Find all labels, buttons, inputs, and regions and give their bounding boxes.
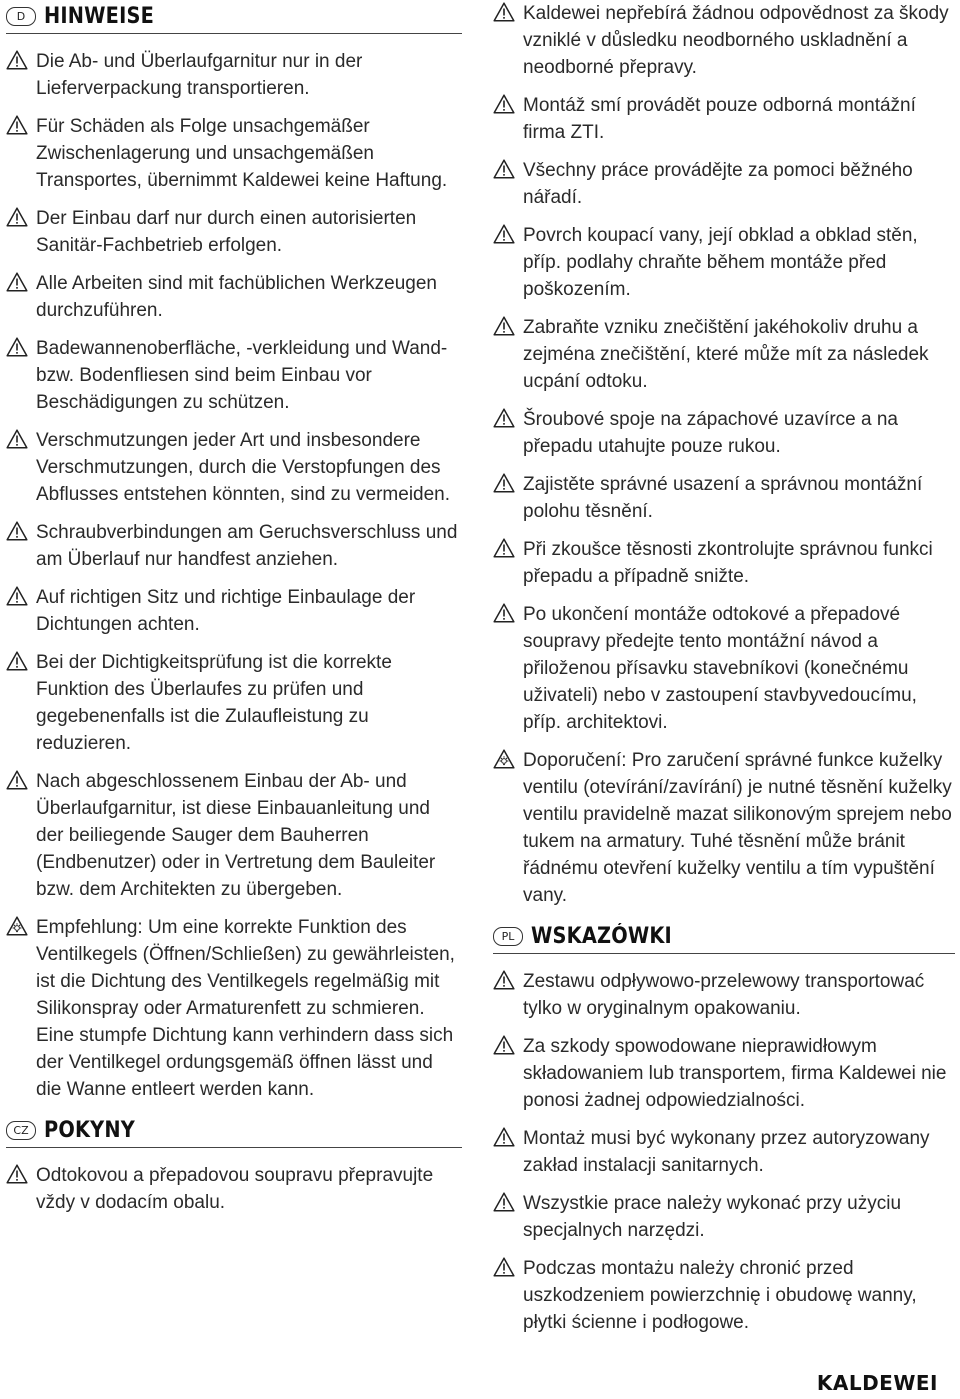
warning-icon xyxy=(6,768,36,797)
note-text: Při zkoušce těsnosti zkontrolujte správnou funkci přepadu a případně snižte. xyxy=(523,539,933,587)
section-title: WSKAZÓWKI xyxy=(531,924,672,949)
note-item xyxy=(493,601,955,736)
note-text: Odtokovou a přepadovou soupravu přepravujte vždy v dodacím obalu. xyxy=(36,1165,434,1213)
kaldewei-logo: KALDEWEI xyxy=(816,1371,938,1395)
notes-list xyxy=(493,968,955,1336)
warning-icon xyxy=(6,270,36,299)
warning-icon xyxy=(6,519,36,548)
warning-icon xyxy=(493,1190,523,1219)
warning-icon xyxy=(493,471,523,500)
note-text: Po ukončení montáže odtokové a přepadové soupravy předejte tento montážní návod a přiloženou přísavku stavebníkovi (konečnému uživateli) nebo v zastoupení stavbyvedoucímu, příp. architektovi. xyxy=(523,604,917,733)
warning-icon xyxy=(493,536,523,565)
language-badge: PL xyxy=(493,927,523,946)
note-text: Podczas montażu należy chronić przed uszkodzeniem powierzchnię i obudowę wanny, płytki ścienne i podłogowe. xyxy=(523,1258,917,1333)
note-item xyxy=(493,1033,955,1114)
warning-icon xyxy=(6,48,36,77)
note-item xyxy=(6,427,462,508)
section-header xyxy=(6,0,462,34)
note-item xyxy=(6,914,462,1103)
note-item xyxy=(6,649,462,757)
warning-icon xyxy=(493,92,523,121)
note-item xyxy=(6,519,462,573)
note-item xyxy=(493,314,955,395)
warning-icon xyxy=(493,1125,523,1154)
warning-icon xyxy=(493,1033,523,1062)
section-title: POKYNY xyxy=(44,1118,135,1143)
note-text: Bei der Dichtigkeitsprüfung ist die korrekte Funktion des Überlaufes zu prüfen und gegebenenfalls ist die Zulaufleistung zu reduzieren. xyxy=(36,652,392,754)
note-item xyxy=(6,584,462,638)
note-text: Šroubové spoje na zápachové uzavírce a na přepadu utahujte pouze rukou. xyxy=(523,409,898,457)
left-column xyxy=(6,0,462,1227)
note-text: Für Schäden als Folge unsachgemäßer Zwischenlagerung und unsachgemäßen Transportes, übernimmt Kaldewei keine Haftung. xyxy=(36,116,448,191)
section-cz-continued xyxy=(493,0,955,909)
warning-icon xyxy=(6,584,36,613)
section-pl xyxy=(493,920,955,1336)
warning-icon xyxy=(6,335,36,364)
warning-icon xyxy=(493,406,523,435)
warning-icon xyxy=(6,649,36,678)
warning-icon xyxy=(6,205,36,234)
note-item xyxy=(6,1162,462,1216)
note-text: Schraubverbindungen am Geruchsverschluss und am Überlauf nur handfest anziehen. xyxy=(36,522,458,570)
note-text: Alle Arbeiten sind mit fachüblichen Werkzeugen durchzuführen. xyxy=(36,273,437,321)
tip-icon xyxy=(493,747,523,776)
note-text: Auf richtigen Sitz und richtige Einbaulage der Dichtungen achten. xyxy=(36,587,416,635)
note-text: Zabraňte vzniku znečištění jakéhokoliv druhu a zejména znečištění, které může mít za následek ucpání odtoku. xyxy=(523,317,929,392)
note-item xyxy=(493,92,955,146)
note-text: Za szkody spowodowane nieprawidłowym składowaniem lub transportem, firma Kaldewei nie ponosi żadnej odpowiedzialności. xyxy=(523,1036,947,1111)
note-text: Badewannenoberfläche, -verkleidung und Wand- bzw. Bodenfliesen sind beim Einbau vor Beschädigungen zu schützen. xyxy=(36,338,448,413)
note-item xyxy=(493,1190,955,1244)
note-item xyxy=(493,406,955,460)
warning-icon xyxy=(493,314,523,343)
warning-icon xyxy=(493,1255,523,1284)
language-badge: D xyxy=(6,7,36,26)
section-cz-start xyxy=(6,1114,462,1216)
note-item xyxy=(493,747,955,909)
note-item xyxy=(6,335,462,416)
warning-icon xyxy=(6,1162,36,1191)
note-item xyxy=(493,157,955,211)
note-item xyxy=(493,536,955,590)
note-item xyxy=(493,968,955,1022)
note-item xyxy=(6,48,462,102)
section-header xyxy=(493,920,955,954)
note-text: Montaż musi być wykonany przez autoryzowany zakład instalacji sanitarnych. xyxy=(523,1128,930,1176)
note-item xyxy=(6,270,462,324)
language-badge: CZ xyxy=(6,1121,36,1140)
note-text: Empfehlung: Um eine korrekte Funktion des Ventilkegels (Öffnen/Schließen) zu gewährleisten, ist die Dichtung des Ventilkegels regelmäßig mit Silikonspray oder Armaturenfett zu schmieren. Eine stumpfe Dichtung kann verhindern dass sich der Ventilkegel ordungsgemäß öffnen lässt und die Wanne entleert werden kann. xyxy=(36,917,455,1100)
warning-icon xyxy=(493,157,523,186)
note-item xyxy=(493,0,955,81)
warning-icon xyxy=(493,601,523,630)
section-title: HINWEISE xyxy=(44,4,154,29)
warning-icon xyxy=(493,222,523,251)
note-item xyxy=(493,222,955,303)
notes-list xyxy=(6,48,462,1103)
note-text: Všechny práce provádějte za pomoci běžného nářadí. xyxy=(523,160,913,208)
note-text: Montáž smí provádět pouze odborná montážní firma ZTI. xyxy=(523,95,916,143)
note-text: Wszystkie prace należy wykonać przy użyciu specjalnych narzędzi. xyxy=(523,1193,902,1241)
tip-icon xyxy=(6,914,36,943)
note-text: Zestawu odpływowo-przelewowy transportować tylko w oryginalnym opakowaniu. xyxy=(523,971,925,1019)
section-de xyxy=(6,0,462,1103)
warning-icon xyxy=(493,968,523,997)
note-item xyxy=(6,205,462,259)
note-item xyxy=(6,113,462,194)
note-text: Nach abgeschlossenem Einbau der Ab- und Überlaufgarnitur, ist diese Einbauanleitung und der beiliegende Sauger dem Bauherren (Endbenutzer) oder in Vertretung dem Bauleiter bzw. dem Architekten zu übergeben. xyxy=(36,771,436,900)
note-item xyxy=(6,768,462,903)
note-text: Kaldewei nepřebírá žádnou odpovědnost za škody vzniklé v důsledku neodborného uskladnění a neodborné přepravy. xyxy=(523,3,949,78)
note-item xyxy=(493,1255,955,1336)
note-text: Doporučení: Pro zaručení správné funkce kuželky ventilu (otevírání/zavírání) je nutné těsnění kuželky ventilu pravidelně mazat silikonovým sprejem nebo tukem na armatury. Tuhé těsnění může bránit řádnému otevření kuželky ventilu a tím vypuštění vany. xyxy=(523,750,952,906)
warning-icon xyxy=(6,427,36,456)
note-text: Zajistěte správné usazení a správnou montážní polohu těsnění. xyxy=(523,474,923,522)
note-text: Povrch koupací vany, její obklad a obklad stěn, příp. podlahy chraňte během montáže před poškozením. xyxy=(523,225,918,300)
note-text: Verschmutzungen jeder Art und insbesondere Verschmutzungen, durch die Verstopfungen des Abflusses entstehen könnten, sind zu vermeiden. xyxy=(36,430,451,505)
notes-list xyxy=(6,1162,462,1216)
note-text: Der Einbau darf nur durch einen autorisierten Sanitär-Fachbetrieb erfolgen. xyxy=(36,208,417,256)
note-item xyxy=(493,1125,955,1179)
warning-icon xyxy=(6,113,36,142)
section-header xyxy=(6,1114,462,1148)
right-column xyxy=(493,0,955,1347)
note-text: Die Ab- und Überlaufgarnitur nur in der Lieferverpackung transportieren. xyxy=(36,51,363,99)
note-item xyxy=(493,471,955,525)
warning-icon xyxy=(493,0,523,29)
notes-list xyxy=(493,0,955,909)
